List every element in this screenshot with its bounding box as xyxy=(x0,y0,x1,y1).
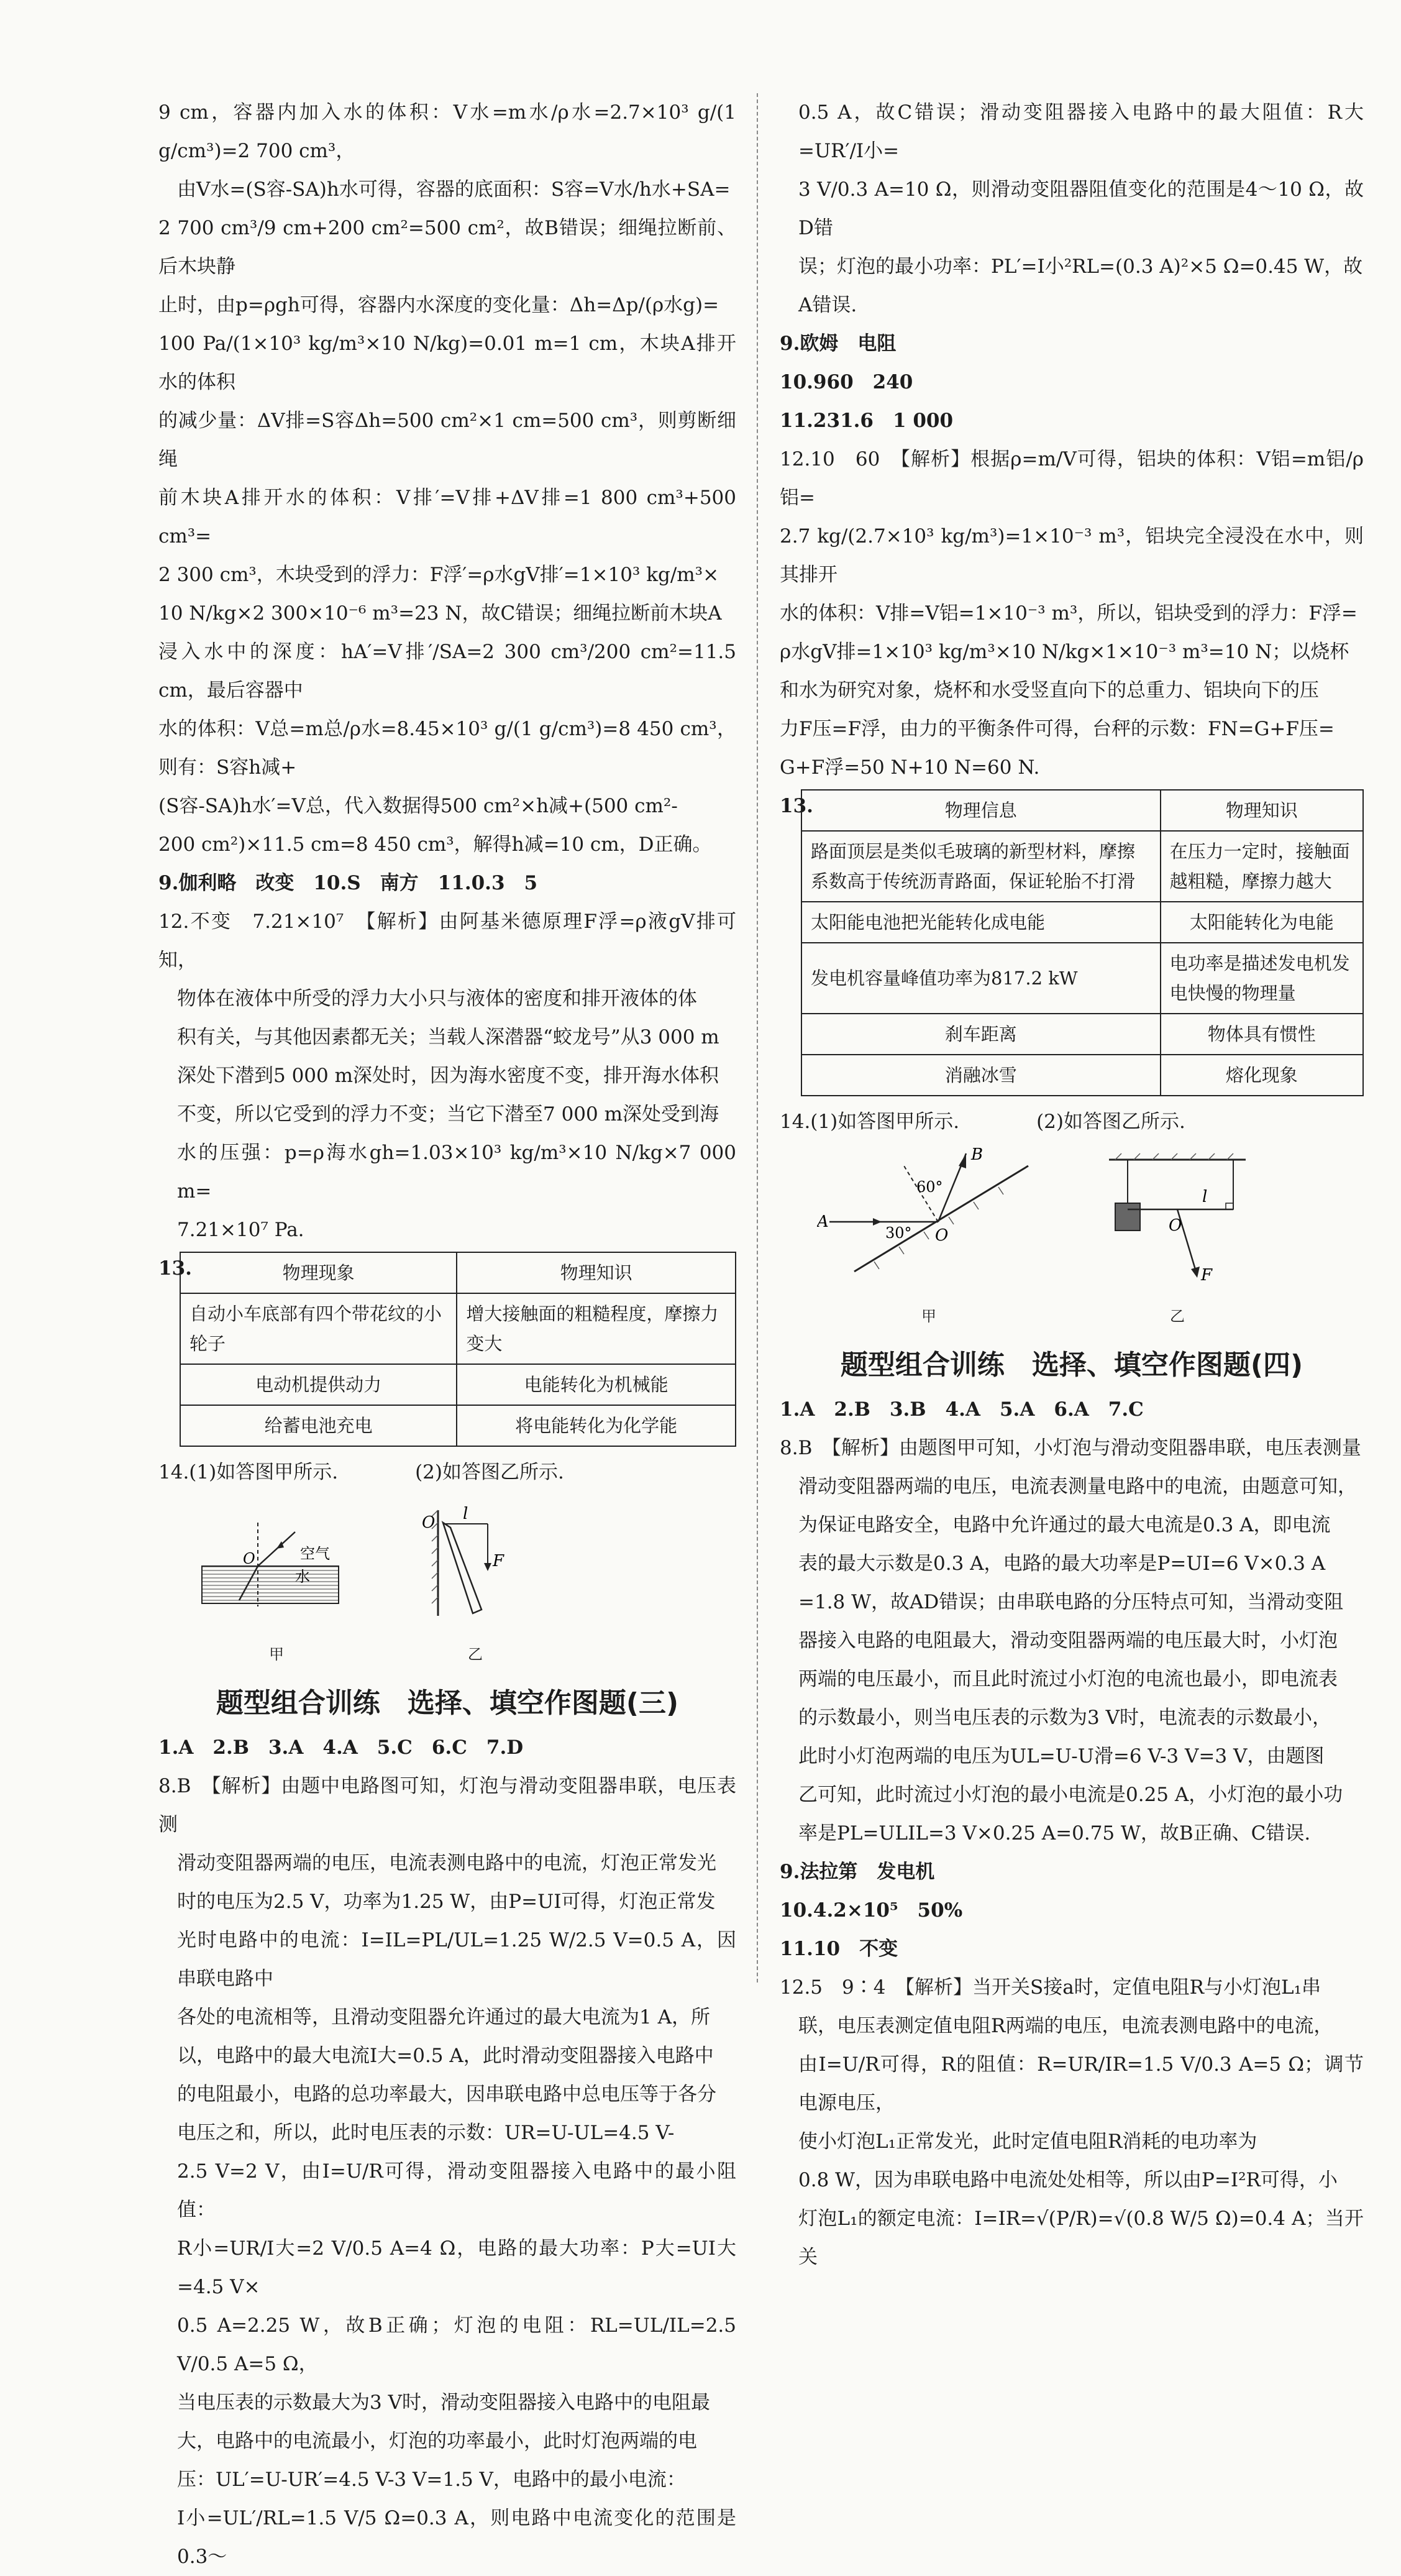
text-line: 力F压=F浮，由力的平衡条件可得，台秤的示数：FN=G+F压= xyxy=(780,718,1335,740)
table-cell: 给蓄电池充电 xyxy=(180,1405,457,1446)
text-line: 各处的电流相等，且滑动变阻器允许通过的最大电流为1 A，所 xyxy=(177,2006,710,2028)
figure-caption: 甲 xyxy=(269,1646,284,1663)
text-line: 2 300 cm³，木块受到的浮力：F浮′=ρ水gV排′=1×10³ kg/m³× xyxy=(158,564,719,586)
text-line: 200 cm²)×11.5 cm=8 450 cm³，解得h减=10 cm，D正确。 xyxy=(158,833,712,856)
table-cell: 消融冰雪 xyxy=(801,1055,1161,1096)
text-line: A错误. xyxy=(798,294,857,316)
table-cell: 熔化现象 xyxy=(1161,1055,1363,1096)
text-line: 滑动变阻器两端的电压，电流表测量电路中的电流，由题意可知， xyxy=(798,1475,1357,1498)
answer-line: 9.欧姆 电阻 xyxy=(780,332,897,355)
table-header: 物理信息 xyxy=(801,790,1161,831)
answer-line: 14.(1)如答图甲所示. (2)如答图乙所示. xyxy=(780,1111,1185,1133)
arm-l-label: l xyxy=(463,1505,468,1523)
text-line: 当电压表的示数最大为3 V时，滑动变阻器接入电路中的电阻最 xyxy=(177,2391,710,2414)
text-line: G+F浮=50 N+10 N=60 N. xyxy=(780,756,1040,779)
text-line: 误；灯泡的最小功率：PL′=I小²RL=(0.3 A)²×5 Ω=0.45 W，故 xyxy=(798,255,1363,278)
point-o-label: O xyxy=(243,1550,255,1567)
point-o-label: O xyxy=(935,1226,949,1245)
text-line: 的示数最小，则当电压表的示数为3 V时，电流表的示数最小， xyxy=(798,1707,1331,1729)
point-a-label: A xyxy=(817,1212,829,1231)
column-divider xyxy=(757,93,758,1982)
angle-30-label: 30° xyxy=(885,1224,912,1242)
section-title: 题型组合训练 选择、填空作图题(四) xyxy=(840,1349,1303,1381)
table-header: 物理知识 xyxy=(1161,790,1363,831)
text-line: 0.5 A=2.25 W，故B正确；灯泡的电阻：RL=UL/IL=2.5 V/0.5 A=5 Ω， xyxy=(177,2314,736,2375)
text-line: 100 Pa/(1×10³ kg/m³×10 N/kg)=0.01 m=1 cm，木块A排开水的体积 xyxy=(158,332,736,393)
text-line: 深处下潜到5 000 m深处时，因为海水密度不变，排开海水体积 xyxy=(177,1065,719,1087)
text-line: 不变，所以它受到的浮力不变；当它下潜至7 000 m深处受到海 xyxy=(177,1103,719,1125)
table-cell: 太阳能转化为电能 xyxy=(1161,902,1363,943)
table-header: 物理知识 xyxy=(457,1252,736,1293)
answer-line: 9.伽利略 改变 10.S 南方 11.0.3 5 xyxy=(158,872,538,894)
text-line: 9 cm，容器内加入水的体积：V水=m水/ρ水=2.7×10³ g/(1 g/cm³)=2 700 cm³， xyxy=(158,101,736,162)
text-line: 使小灯泡L₁正常发光，此时定值电阻R消耗的电功率为 xyxy=(798,2130,1257,2153)
table-row xyxy=(801,831,1363,902)
text-line: 12.10 60 【解析】根据ρ=m/V可得，铝块的体积：V铝=m铝/ρ铝= xyxy=(780,448,1364,509)
table-row xyxy=(180,1293,736,1364)
answer-line: 1.A 2.B 3.A 4.A 5.C 6.C 7.D xyxy=(158,1736,524,1759)
text-line: (S容-SA)h水′=V总，代入数据得500 cm²×h减+(500 cm²- xyxy=(158,795,678,817)
answer-line: 11.231.6 1 000 xyxy=(780,410,954,432)
text-line: 以，电路中的最大电流I大=0.5 A，此时滑动变阻器接入电路中 xyxy=(177,2045,714,2067)
text-line: 电压之和，所以，此时电压表的示数：UR=U-UL=4.5 V- xyxy=(177,2122,675,2144)
q13-table-block xyxy=(158,1249,736,1453)
text-line: 8.B 【解析】由题中电路图可知，灯泡与滑动变阻器串联，电压表测 xyxy=(158,1775,736,1836)
text-line: 12.5 9∶4 【解析】当开关S接a时，定值电阻R与小灯泡L₁串 xyxy=(780,1976,1321,1999)
table-cell: 将电能转化为化学能 xyxy=(457,1405,736,1446)
force-f-label: F xyxy=(1201,1266,1213,1284)
table-cell: 增大接触面的粗糙程度，摩擦力变大 xyxy=(457,1293,736,1364)
section-title: 题型组合训练 选择、填空作图题(三) xyxy=(216,1687,679,1719)
refraction-diagram xyxy=(196,1498,357,1674)
text-line: 前木块A排开水的体积：V排′=V排+ΔV排=1 800 cm³+500 cm³= xyxy=(158,487,736,548)
text-line: 率是PL=ULIL=3 V×0.25 A=0.75 W，故B正确、C错误. xyxy=(798,1822,1311,1845)
question-number: 13. xyxy=(158,1257,192,1280)
figure-caption: 甲 xyxy=(921,1308,936,1325)
text-line: 和水为研究对象，烧杯和水受竖直向下的总重力、铝块向下的压 xyxy=(780,679,1319,702)
question-number: 13. xyxy=(780,795,813,817)
table-cell: 太阳能电池把光能转化成电能 xyxy=(801,902,1161,943)
answer-line: 11.10 不变 xyxy=(780,1938,898,1960)
table-cell: 发电机容量峰值功率为817.2 kW xyxy=(801,943,1161,1014)
table-row xyxy=(180,1364,736,1405)
text-line: 时的电压为2.5 V，功率为1.25 W，由P=UI可得，灯泡正常发 xyxy=(177,1891,716,1913)
table-cell: 电动机提供动力 xyxy=(180,1364,457,1405)
text-line: 10 N/kg×2 300×10⁻⁶ m³=23 N，故C错误；细绳拉断前木块A xyxy=(158,602,722,625)
text-line: 器接入电路的电阻最大，滑动变阻器两端的电压最大时，小灯泡 xyxy=(798,1629,1338,1652)
text-line: 的减少量：ΔV排=S容Δh=500 cm²×1 cm=500 cm³，则剪断细绳 xyxy=(158,410,736,470)
text-line: 两端的电压最小，而且此时流过小灯泡的电流也最小，即电流表 xyxy=(798,1668,1338,1690)
text-line: 水的压强：p=ρ海水gh=1.03×10³ kg/m³×10 N/kg×7 000 m= xyxy=(177,1142,736,1203)
table-cell: 物体具有惯性 xyxy=(1161,1014,1363,1055)
text-line: 灯泡L₁的额定电流：I=IR=√(P/R)=√(0.8 W/5 Ω)=0.4 A；当开关 xyxy=(798,2207,1364,2268)
text-line: 浸入水中的深度：hA′=V排′/SA=2 300 cm³/200 cm²=11.5 cm，最后容器中 xyxy=(158,641,736,702)
text-line: 滑动变阻器两端的电压，电流表测电路中的电流，灯泡正常发光 xyxy=(177,1852,716,1874)
table-cell: 电功率是描述发电机发电快慢的物理量 xyxy=(1161,943,1363,1014)
table-cell: 在压力一定时，接触面越粗糙，摩擦力越大 xyxy=(1161,831,1363,902)
text-line: I小=UL′/RL=1.5 V/5 Ω=0.3 A，则电路中电流变化的范围是0.3～ xyxy=(177,2507,736,2568)
answer-line: 10.960 240 xyxy=(780,371,913,393)
q14-diagrams xyxy=(158,1498,736,1674)
text-line: 止时，由p=ρgh可得，容器内水深度的变化量：Δh=Δp/(ρ水g)= xyxy=(158,294,719,316)
text-line: 0.5 A，故C错误；滑动变阻器接入电路中的最大阻值：R大=UR′/I小= xyxy=(798,101,1364,162)
answer-line: 10.4.2×10⁵ 50% xyxy=(780,1899,963,1922)
water-label: 水 xyxy=(295,1568,310,1585)
figure-caption: 乙 xyxy=(1170,1308,1185,1325)
table-row xyxy=(180,1405,736,1446)
text-line: 此时小灯泡两端的电压为UL=U-U滑=6 V-3 V=3 V，由题图 xyxy=(798,1745,1325,1767)
table-row xyxy=(801,1055,1363,1096)
table-row xyxy=(801,1014,1363,1055)
point-o-label: O xyxy=(422,1513,436,1532)
table-cell: 电能转化为机械能 xyxy=(457,1364,736,1405)
text-line: 压：UL′=U-UR′=4.5 V-3 V=1.5 V，电路中的最小电流： xyxy=(177,2468,686,2491)
lever-figure xyxy=(413,1498,537,1622)
right-column xyxy=(780,93,1364,2276)
text-line: 由I=U/R可得，R的阻值：R=UR/IR=1.5 V/0.3 A=5 Ω；调节电源电压， xyxy=(798,2053,1364,2114)
force-f-label: F xyxy=(493,1552,504,1570)
text-line: =1.8 W，故AD错误；由串联电路的分压特点可知，当滑动变阻 xyxy=(798,1591,1344,1613)
angle-60-label: 60° xyxy=(916,1178,943,1196)
text-line: 光时电路中的电流：I=IL=PL/UL=1.25 W/2.5 V=0.5 A，因串联电路中 xyxy=(177,1929,736,1990)
q13-table xyxy=(801,789,1364,1096)
q13-table xyxy=(180,1252,736,1447)
text-line: 2.7 kg/(2.7×10³ kg/m³)=1×10⁻³ m³，铝块完全浸没在水中，则其排开 xyxy=(780,525,1364,586)
answer-line: 1.A 2.B 3.B 4.A 5.A 6.A 7.C xyxy=(780,1398,1144,1421)
table-row xyxy=(801,902,1363,943)
lever-diagram xyxy=(413,1498,537,1674)
table-header: 物理现象 xyxy=(180,1252,457,1293)
q14-diagrams xyxy=(780,1147,1364,1336)
point-b-label: B xyxy=(971,1147,983,1164)
text-line: 积有关，与其他因素都无关；当载人深潜器“蛟龙号”从3 000 m xyxy=(177,1026,719,1048)
text-line: 物体在液体中所受的浮力大小只与液体的密度和排开液体的体 xyxy=(177,988,697,1010)
point-o-label: O xyxy=(1169,1216,1182,1235)
q13-table-block xyxy=(780,787,1364,1102)
table-cell: 刹车距离 xyxy=(801,1014,1161,1055)
text-line: 8.B 【解析】由题图甲可知，小灯泡与滑动变阻器串联，电压表测量 xyxy=(780,1437,1361,1459)
figure-caption: 乙 xyxy=(468,1646,483,1663)
arm-l-label: l xyxy=(1202,1188,1208,1206)
text-line: 为保证电路安全，电路中允许通过的最大电流是0.3 A，即电流 xyxy=(798,1514,1331,1536)
table-cell: 路面顶层是类似毛玻璃的新型材料，摩擦系数高于传统沥青路面，保证轮胎不打滑 xyxy=(801,831,1161,902)
text-line: 0.8 W，因为串联电路中电流处处相等，所以由P=I²R可得，小 xyxy=(798,2169,1338,2191)
reflection-figure xyxy=(817,1147,1041,1284)
table-row xyxy=(801,943,1363,1014)
text-line: 7.21×10⁷ Pa. xyxy=(177,1219,304,1241)
reflection-diagram xyxy=(817,1147,1041,1336)
text-line: 乙可知，此时流过小灯泡的最小电流是0.25 A，小灯泡的最小功 xyxy=(798,1784,1343,1806)
answer-line: 9.法拉第 发电机 xyxy=(780,1861,935,1883)
text-line: 的电阻最小，电路的总功率最大，因串联电路中总电压等于各分 xyxy=(177,2083,716,2106)
table-cell: 自动小车底部有四个带花纹的小轮子 xyxy=(180,1293,457,1364)
text-line: R小=UR/I大=2 V/0.5 A=4 Ω，电路的最大功率：P大=UI大=4.5 V× xyxy=(177,2237,736,2298)
lever-diagram xyxy=(1097,1147,1258,1336)
text-line: 水的体积：V总=m总/ρ水=8.45×10³ g/(1 g/cm³)=8 450 cm³，则有：S容h减+ xyxy=(158,718,736,779)
answer-line: 12.不变 7.21×10⁷ 【解析】由阿基米德原理F浮=ρ液gV排可知， xyxy=(158,910,736,971)
text-line: 大，电路中的电流最小，灯泡的功率最小，此时灯泡两端的电 xyxy=(177,2430,697,2452)
text-line: 2 700 cm³/9 cm+200 cm²=500 cm²，故B错误；细绳拉断前、后木块静 xyxy=(158,217,736,278)
text-line: ρ水gV排=1×10³ kg/m³×10 N/kg×1×10⁻³ m³=10 N；以烧杯 xyxy=(780,641,1349,663)
refraction-figure xyxy=(196,1498,357,1622)
air-label: 空气 xyxy=(300,1545,330,1562)
text-line: 3 V/0.3 A=10 Ω，则滑动变阻器阻值变化的范围是4～10 Ω，故D错 xyxy=(798,178,1364,239)
left-column xyxy=(158,93,736,2576)
text-line: 表的最大示数是0.3 A，电路的最大功率是P=UI=6 V×0.3 A xyxy=(798,1552,1326,1575)
text-line: 2.5 V=2 V，由I=U/R可得，滑动变阻器接入电路中的最小阻值： xyxy=(177,2160,736,2221)
lever-figure xyxy=(1097,1147,1258,1284)
answer-line: 14.(1)如答图甲所示. (2)如答图乙所示. xyxy=(158,1461,564,1483)
text-line: 水的体积：V排=V铝=1×10⁻³ m³，所以，铝块受到的浮力：F浮= xyxy=(780,602,1358,625)
text-line: 由V水=(S容-SA)h水可得，容器的底面积：S容=V水/h水+SA= xyxy=(177,178,731,201)
text-line: 联，电压表测定值电阻R两端的电压，电流表测电路中的电流， xyxy=(798,2015,1333,2037)
